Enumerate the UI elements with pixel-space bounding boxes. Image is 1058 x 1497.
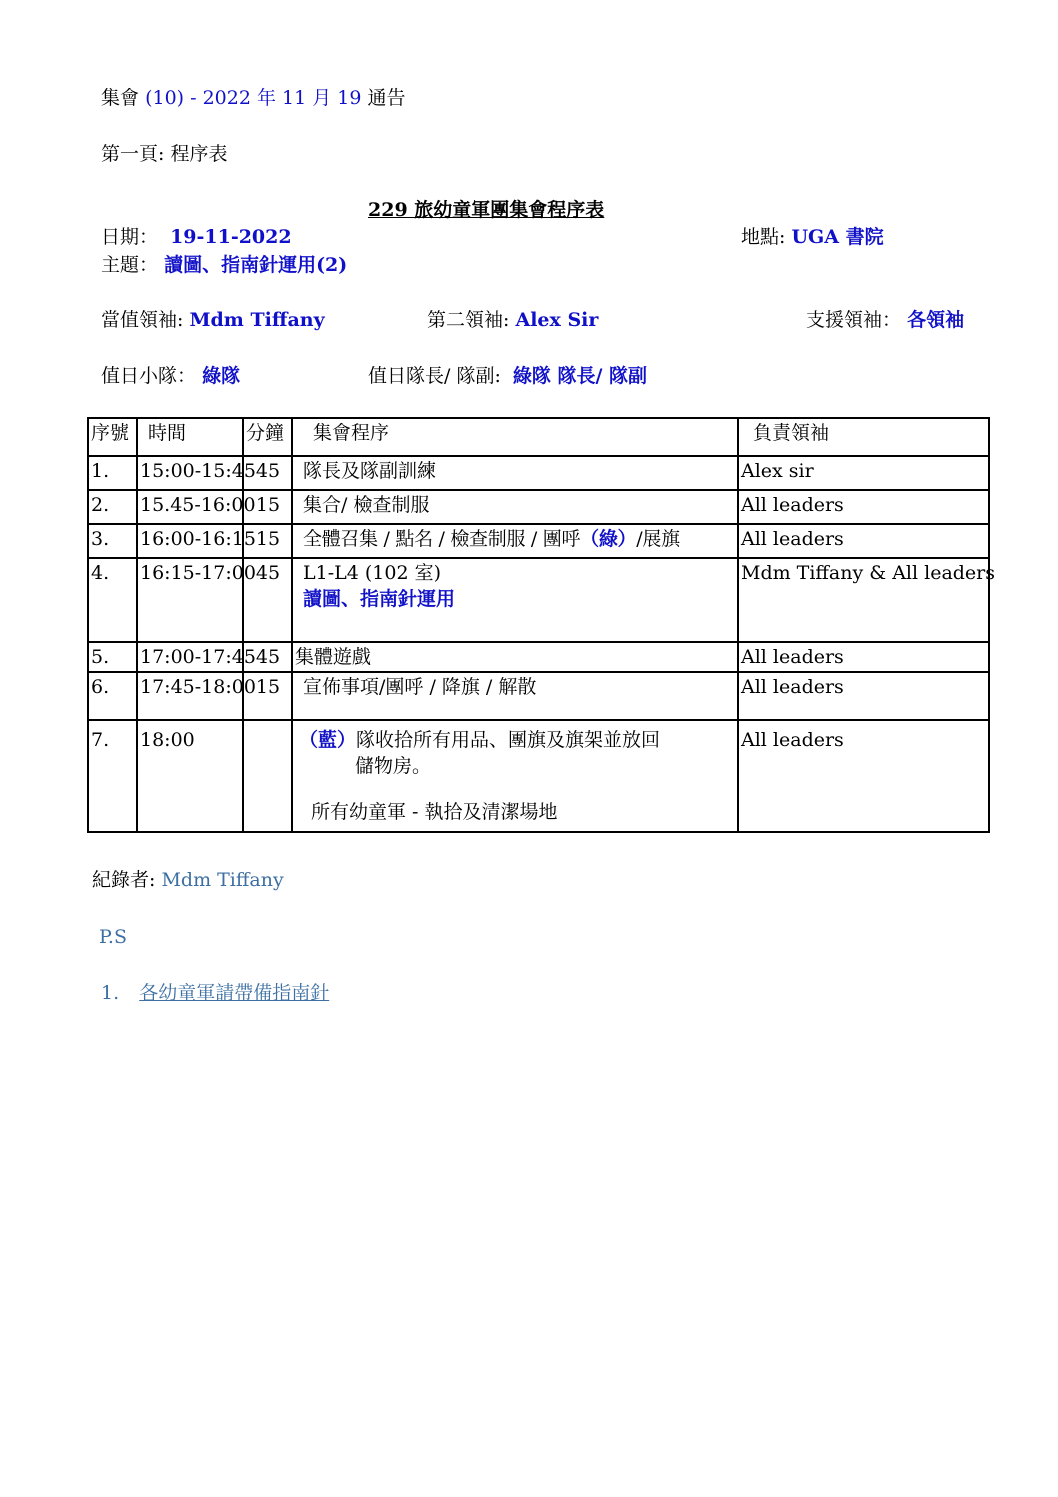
header-program: 集會程序 bbox=[292, 418, 738, 456]
row-mins: 45 bbox=[243, 558, 292, 642]
row-leader: Mdm Tiffany & All leaders bbox=[738, 558, 989, 642]
row-program bbox=[292, 558, 738, 642]
second-leader-label: 第二領袖: bbox=[427, 309, 510, 331]
duty-patrol-label: 值日小隊： bbox=[101, 365, 197, 387]
program-text: 隊收拾所有用品、團旗及旗架並放回 bbox=[356, 729, 661, 751]
support-leader-row bbox=[806, 308, 964, 332]
row-time: 15.45-16:00 bbox=[137, 490, 243, 524]
header-no: 序號 bbox=[88, 418, 137, 456]
duty-pl-value: 綠隊 隊長/ 隊副 bbox=[512, 365, 648, 387]
row-no: 5. bbox=[88, 642, 137, 672]
notice-number: (10) - bbox=[145, 87, 197, 109]
date-row bbox=[101, 225, 292, 249]
table-row bbox=[88, 672, 989, 720]
recorder-row bbox=[92, 868, 284, 892]
recorder-name: Mdm Tiffany bbox=[161, 869, 284, 891]
table-row bbox=[88, 524, 989, 558]
support-leader-value: 各領袖 bbox=[907, 309, 965, 331]
venue-label: 地點: bbox=[741, 226, 786, 248]
table-header-row bbox=[88, 418, 989, 456]
row-no: 1. bbox=[88, 456, 137, 490]
table-row bbox=[88, 456, 989, 490]
notice-prefix: 集會 bbox=[101, 87, 140, 109]
row-no: 7. bbox=[88, 720, 137, 832]
patrol-color-tag: （綠） bbox=[580, 528, 637, 550]
program-text: 全體召集 / 點名 / 檢查制服 / 團呼 bbox=[303, 528, 581, 550]
duty-pl-row bbox=[368, 364, 647, 388]
row-time: 16:00-16:15 bbox=[137, 524, 243, 558]
row-program: 集體遊戲 bbox=[292, 642, 738, 672]
program-line: 儲物房。 bbox=[355, 755, 432, 777]
row-mins: 45 bbox=[243, 642, 292, 672]
program-line: L1-L4 (102 室) bbox=[303, 562, 442, 584]
duty-patrol-value: 綠隊 bbox=[202, 365, 241, 387]
notice-heading bbox=[101, 86, 406, 110]
duty-leader-value: Mdm Tiffany bbox=[189, 309, 325, 331]
row-program: 宣佈事項/團呼 / 降旗 / 解散 bbox=[292, 672, 738, 720]
theme-row bbox=[101, 253, 347, 277]
row-leader: All leaders bbox=[738, 642, 989, 672]
second-leader-value: Alex Sir bbox=[515, 309, 599, 331]
program-topic: 讀圖、指南針運用 bbox=[303, 588, 456, 610]
table-row bbox=[88, 642, 989, 672]
row-mins: 15 bbox=[243, 524, 292, 558]
date-label: 日期： bbox=[101, 226, 159, 248]
row-mins: 15 bbox=[243, 490, 292, 524]
row-time: 16:15-17:00 bbox=[137, 558, 243, 642]
row-leader: All leaders bbox=[738, 672, 989, 720]
row-program: 集合/ 檢查制服 bbox=[292, 490, 738, 524]
table-row bbox=[88, 720, 989, 832]
venue-value: UGA 書院 bbox=[791, 226, 884, 248]
ps-item-number: 1. bbox=[101, 982, 120, 1004]
row-leader: All leaders bbox=[738, 490, 989, 524]
page-label: 第一頁: 程序表 bbox=[101, 143, 228, 165]
duty-patrol-row bbox=[101, 364, 240, 388]
program-line: 所有幼童軍 - 執拾及清潔場地 bbox=[311, 801, 558, 823]
row-mins: 45 bbox=[243, 456, 292, 490]
ps-list-item bbox=[101, 981, 329, 1005]
notice-date: 2022 年 11 月 19 bbox=[202, 87, 362, 109]
venue-row bbox=[741, 225, 884, 249]
duty-leader-row bbox=[101, 308, 325, 332]
row-no: 3. bbox=[88, 524, 137, 558]
program-text-tail: /展旗 bbox=[636, 528, 680, 550]
header-leader: 負責領袖 bbox=[738, 418, 989, 456]
theme-label: 主題： bbox=[101, 254, 159, 276]
duty-pl-label: 值日隊長/ 隊副: bbox=[368, 365, 501, 387]
support-leader-label: 支援領袖： bbox=[806, 309, 902, 331]
row-time: 17:00-17:45 bbox=[137, 642, 243, 672]
patrol-color-tag: （藍） bbox=[299, 729, 357, 751]
duty-leader-label: 當值領袖: bbox=[101, 309, 184, 331]
theme-value: 讀圖、指南針運用(2) bbox=[164, 254, 348, 276]
row-mins bbox=[243, 720, 292, 832]
schedule-title: 229 旅幼童軍團集會程序表 bbox=[368, 199, 605, 221]
recorder-label: 紀錄者: bbox=[92, 869, 156, 891]
header-mins: 分鐘 bbox=[243, 418, 292, 456]
row-leader: Alex sir bbox=[738, 456, 989, 490]
ps-item-text: 各幼童軍請帶備指南針 bbox=[139, 982, 330, 1004]
notice-suffix: 通告 bbox=[367, 87, 406, 109]
row-no: 6. bbox=[88, 672, 137, 720]
row-program: 隊長及隊副訓練 bbox=[292, 456, 738, 490]
row-leader: All leaders bbox=[738, 524, 989, 558]
schedule-table bbox=[87, 417, 996, 833]
row-time: 18:00 bbox=[137, 720, 243, 832]
row-time: 17:45-18:00 bbox=[137, 672, 243, 720]
row-program bbox=[292, 524, 738, 558]
row-leader: All leaders bbox=[738, 720, 989, 832]
table-row bbox=[88, 490, 989, 524]
header-time: 時間 bbox=[137, 418, 243, 456]
row-no: 2. bbox=[88, 490, 137, 524]
row-no: 4. bbox=[88, 558, 137, 642]
row-program bbox=[292, 720, 738, 832]
second-leader-row bbox=[427, 308, 598, 332]
row-time: 15:00-15:45 bbox=[137, 456, 243, 490]
ps-label: P.S bbox=[99, 926, 127, 948]
row-mins: 15 bbox=[243, 672, 292, 720]
program-line bbox=[299, 727, 736, 753]
date-value: 19-11-2022 bbox=[170, 226, 292, 248]
table-row bbox=[88, 558, 989, 642]
